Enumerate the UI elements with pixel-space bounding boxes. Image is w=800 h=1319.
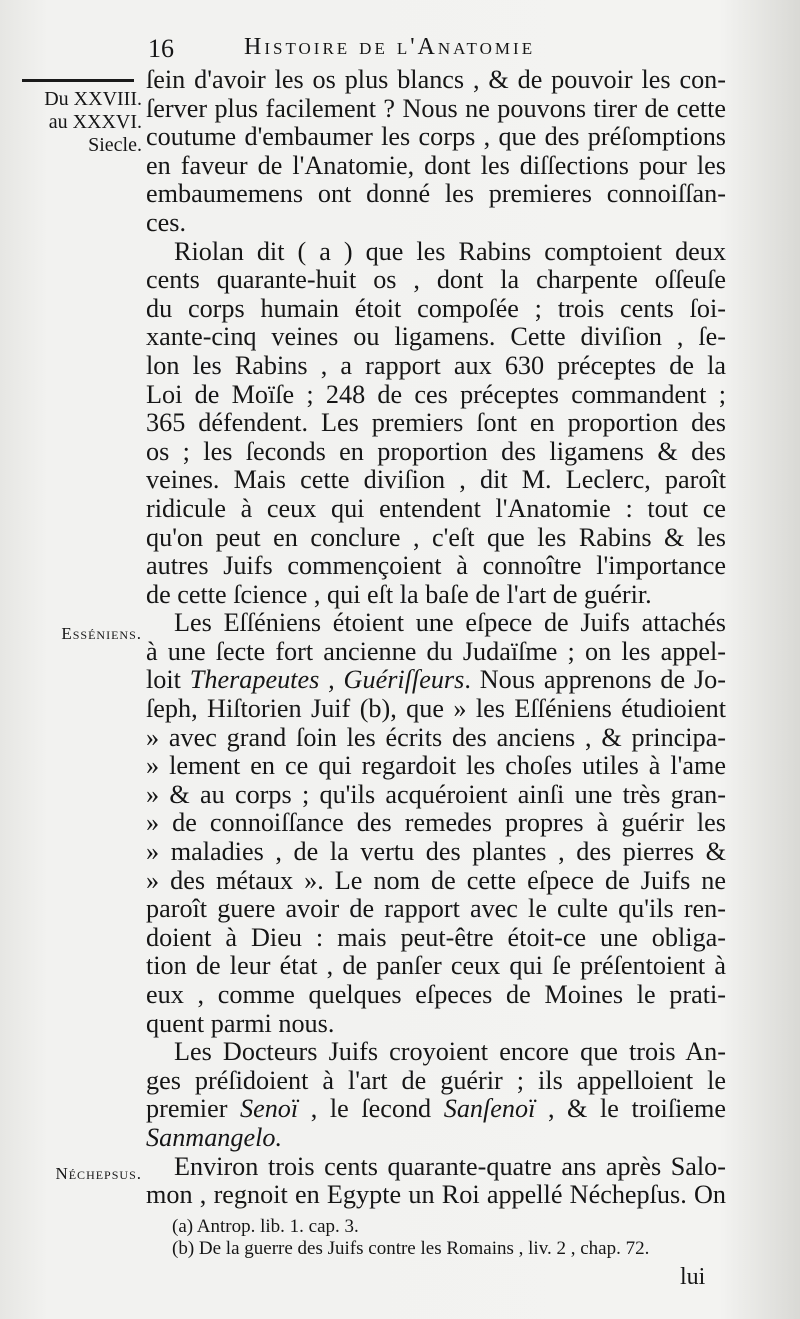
margin-note-nechepsus — [14, 1162, 142, 1185]
text-line: 365 défendent. Les premiers ſont en proportion des — [146, 408, 726, 438]
footnotes — [172, 1216, 728, 1260]
text-line: Les Docteurs Juifs croyoient encore que trois An- — [174, 1037, 726, 1067]
text-line: Riolan dit ( a ) que les Rabins comptoient deux — [174, 236, 726, 266]
text-line: mon , regnoit en Egypte un Roi appellé Néchepſus. On — [146, 1180, 726, 1210]
text-line: ces. — [146, 207, 186, 237]
margin-note-essenians — [14, 622, 142, 645]
text-line: ſein d'avoir les os plus blancs , & de pouvoir les con- — [146, 65, 726, 94]
text-fragment: . Nous apprenons de Jo- — [464, 665, 726, 695]
text-line — [146, 666, 726, 695]
running-title: Histoire de l'Anatomie — [244, 34, 536, 60]
text-line: Les Eſſéniens étoient une eſpece de Juifs attachés — [174, 608, 726, 638]
text-line — [146, 1095, 726, 1124]
text-line: eux , comme quelques eſpeces de Moines le prati- — [146, 980, 726, 1009]
footnote-b: (b) De la guerre des Juifs contre les Romains , liv. 2 , chap. 72. — [172, 1238, 650, 1259]
main-text — [146, 66, 726, 1210]
text-line: de cette ſcience , qui eſt la baſe de l'art de guérir. — [146, 579, 652, 609]
text-line: en faveur de l'Anatomie, dont les diſſections pour les — [146, 150, 726, 180]
text-fragment: loit — [146, 665, 190, 695]
margin-nechepsus: Néchepsus. — [55, 1164, 142, 1183]
margin-period-line1: Du XXVIII. — [44, 88, 142, 110]
text-line: cents quarante-huit os , dont la charpente oſſeuſe — [146, 265, 726, 295]
text-line: xante-cinq veines ou ligamens. Cette diviſion , ſe- — [146, 322, 726, 352]
italic-term: Sanmangelo. — [146, 1122, 283, 1152]
text-line: Environ trois cents quarante-quatre ans après Salo- — [174, 1151, 726, 1181]
text-fragment: , & le troiſieme — [535, 1094, 726, 1124]
text-line: du corps humain étoit compoſée ; trois cents ſoi- — [146, 293, 726, 323]
text-line: os ; les ſeconds en proportion des ligamens & des — [146, 436, 726, 466]
text-line: tion de leur état , de panſer ceux qui ſe préſentoient à — [146, 951, 726, 981]
text-line: » des métaux ». Le nom de cette eſpece de Juifs ne — [146, 865, 726, 895]
italic-term: Senoï — [240, 1094, 299, 1124]
text-line: à une ſecte fort ancienne du Judaïſme ; on les appel- — [146, 636, 726, 666]
page-header — [148, 34, 728, 64]
catchword: lui — [680, 1264, 706, 1290]
text-line: veines. Mais cette diviſion , dit M. Leclerc, paroît — [146, 465, 726, 495]
text-line: Loi de Moïſe ; 248 de ces préceptes commandent ; — [146, 379, 726, 409]
text-line: » maladies , de la vertu des plantes , des pierres & — [146, 837, 726, 867]
text-line: autres Juifs commençoient à connoître l'importance — [146, 551, 726, 581]
margin-note-period — [14, 88, 142, 157]
footnote-a: (a) Antrop. lib. 1. cap. 3. — [172, 1216, 359, 1237]
italic-term: Therapeutes , Guériſſeurs — [189, 665, 465, 695]
text-line: qu'on peut en conclure , c'eſt que les Rabins & les — [146, 522, 726, 552]
text-line: » avec grand ſoin les écrits des anciens , & principa- — [146, 722, 726, 752]
text-line — [146, 1124, 726, 1153]
text-line: ges préſidoient à l'art de guérir ; ils appelloient le — [146, 1065, 726, 1095]
text-line: coutume d'embaumer les corps , que des préſomptions — [146, 122, 726, 152]
text-fragment: , le ſecond — [298, 1094, 444, 1124]
text-line: embaumemens ont donné les premieres connoiſſan- — [146, 179, 726, 209]
margin-rule — [22, 79, 134, 82]
page-number: 16 — [148, 34, 174, 63]
text-line: ſerver plus facilement ? Nous ne pouvons tirer de cette — [146, 93, 726, 123]
text-line: ſeph, Hiſtorien Juif (b), que » les Eſſéniens étudioient — [146, 694, 726, 724]
text-line: doient à Dieu : mais peut-être étoit-ce une obliga- — [146, 922, 726, 952]
text-line: paroît guere avoir de rapport avec le culte qu'ils ren- — [146, 894, 726, 924]
margin-period-line2: au XXXVI. — [48, 111, 142, 133]
text-fragment: premier — [146, 1094, 240, 1124]
margin-period-line3: Siecle. — [88, 134, 142, 156]
text-line: » lement en ce qui regardoit les choſes utiles à l'ame — [146, 751, 726, 781]
text-line: lon les Rabins , a rapport aux 630 préceptes de la — [146, 350, 726, 380]
text-line: » de connoiſſance des remedes propres à guérir les — [146, 808, 726, 838]
text-line: ridicule à ceux qui entendent l'Anatomie : tout ce — [146, 493, 726, 523]
text-line: » & au corps ; qu'ils acquéroient ainſi une très gran- — [146, 779, 726, 809]
margin-essenians: Esséniens. — [61, 624, 142, 643]
italic-term: Sanſenoï — [443, 1094, 536, 1124]
text-line: quent parmi nous. — [146, 1008, 335, 1038]
